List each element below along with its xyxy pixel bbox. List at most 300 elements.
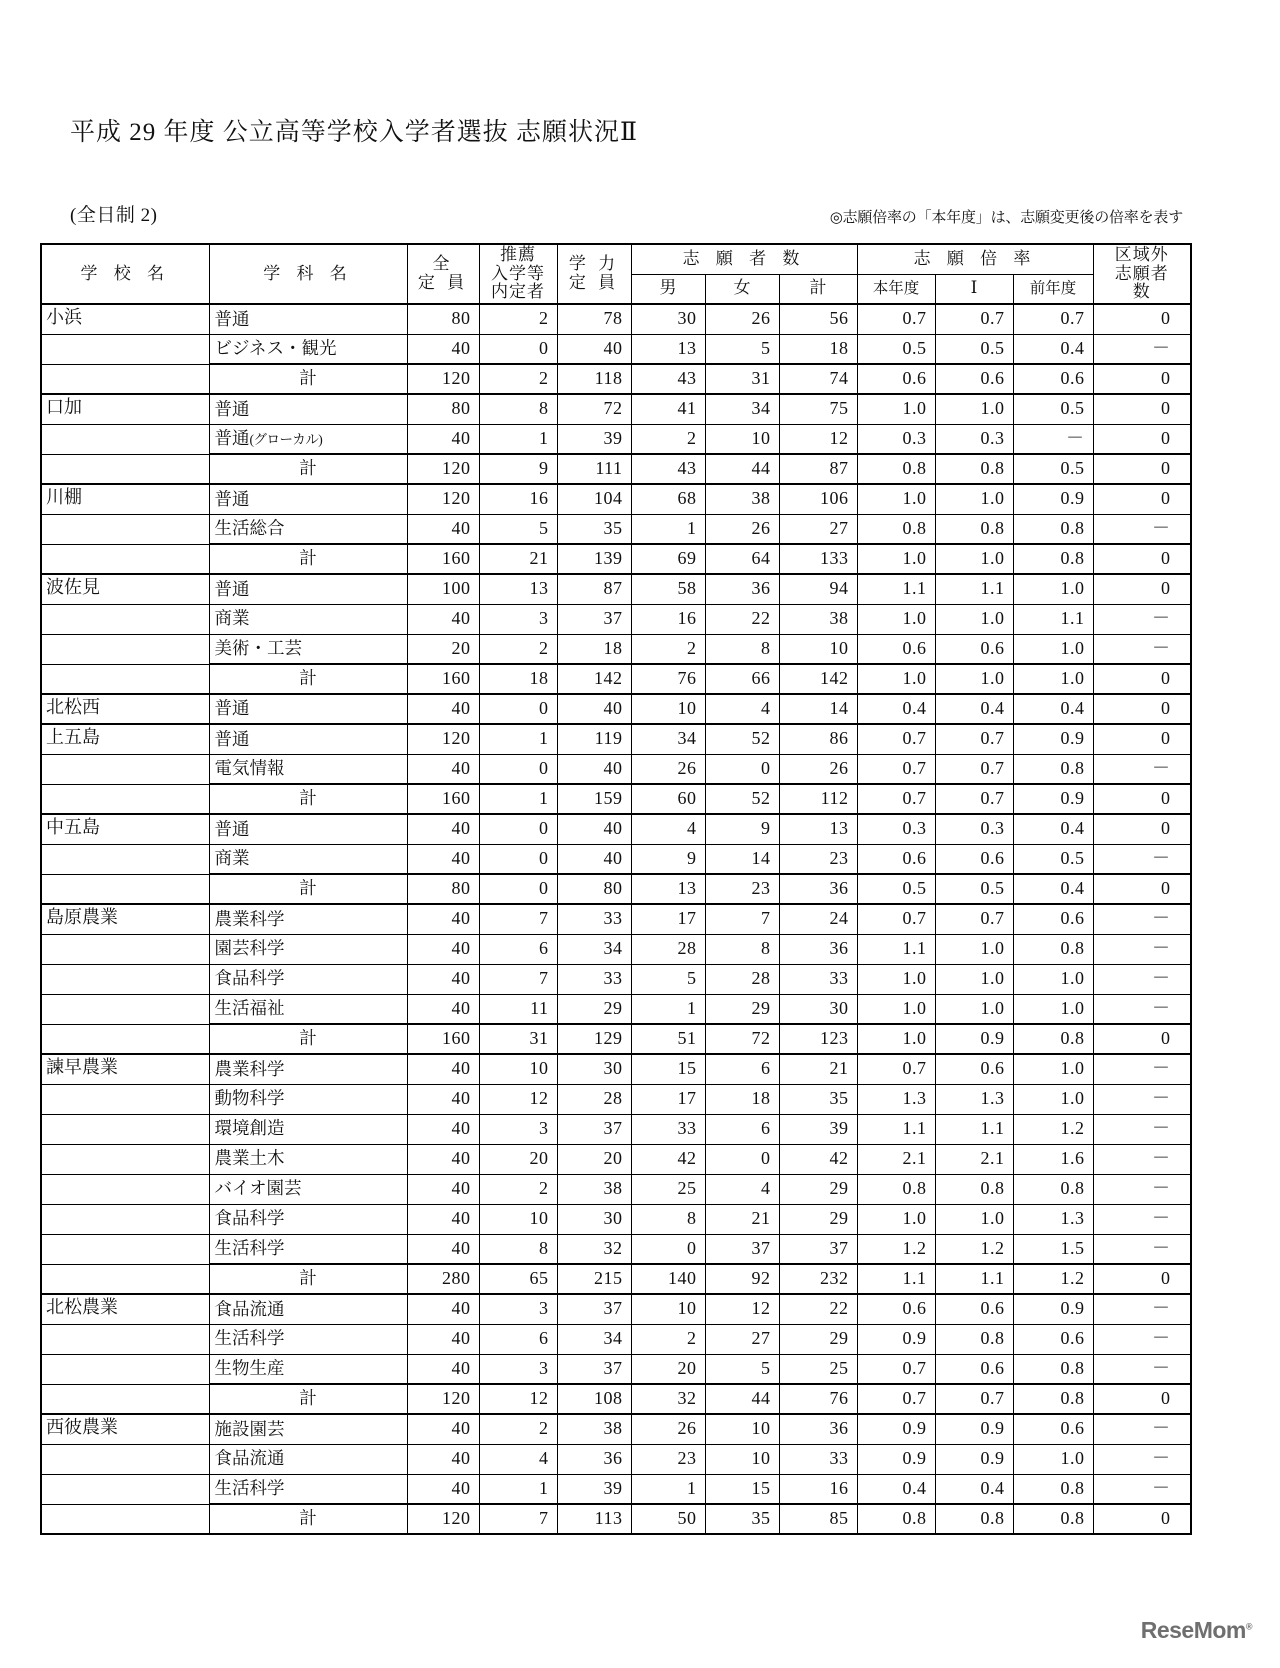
- cell-capacity: 40: [407, 334, 479, 364]
- cell-outside-area-applicants: 0: [1093, 1504, 1191, 1534]
- table-row: [41, 394, 1191, 424]
- cell-applicants-female: 6: [705, 1114, 779, 1144]
- cell-ratio-current-year: 1.1: [857, 574, 935, 604]
- cell-department-total: 計: [209, 784, 407, 814]
- cell-ratio-current-year: 0.4: [857, 1474, 935, 1504]
- cell-applicants-total: 87: [779, 454, 857, 484]
- table-row: [41, 964, 1191, 994]
- header-stage-one: Ⅰ: [935, 274, 1013, 304]
- cell-academic-capacity: 159: [557, 784, 631, 814]
- cell-academic-capacity: 39: [557, 424, 631, 454]
- cell-applicants-total: 76: [779, 1384, 857, 1414]
- cell-recommend-admitted: 9: [479, 454, 557, 484]
- cell-applicants-female: 64: [705, 544, 779, 574]
- cell-department-name: バイオ園芸: [209, 1174, 407, 1204]
- cell-school-name: [41, 544, 209, 574]
- cell-academic-capacity: 40: [557, 694, 631, 724]
- cell-school-name: 上五島: [41, 724, 209, 754]
- cell-ratio-previous-year: 1.0: [1013, 574, 1093, 604]
- cell-applicants-total: 29: [779, 1204, 857, 1234]
- cell-school-name: [41, 964, 209, 994]
- cell-applicants-total: 85: [779, 1504, 857, 1534]
- cell-ratio-previous-year: 0.8: [1013, 1174, 1093, 1204]
- cell-capacity: 40: [407, 1114, 479, 1144]
- cell-school-name: [41, 1174, 209, 1204]
- cell-ratio-current-year: 1.0: [857, 1024, 935, 1054]
- cell-recommend-admitted: 20: [479, 1144, 557, 1174]
- cell-academic-capacity: 37: [557, 604, 631, 634]
- table-row: [41, 544, 1191, 574]
- application-status-table: [40, 243, 1192, 1535]
- table-row: [41, 364, 1191, 394]
- cell-ratio-stage-one: 0.6: [935, 1294, 1013, 1324]
- cell-academic-capacity: 111: [557, 454, 631, 484]
- cell-ratio-current-year: 0.7: [857, 1384, 935, 1414]
- cell-ratio-stage-one: 1.0: [935, 394, 1013, 424]
- cell-capacity: 120: [407, 724, 479, 754]
- cell-applicants-male: 43: [631, 454, 705, 484]
- header-outside-line2: 志願者: [1114, 263, 1169, 283]
- table-row: [41, 304, 1191, 334]
- cell-applicants-male: 28: [631, 934, 705, 964]
- cell-outside-area-applicants: 0: [1093, 784, 1191, 814]
- table-row: [41, 1084, 1191, 1114]
- cell-ratio-stage-one: 0.7: [935, 724, 1013, 754]
- table-row: [41, 454, 1191, 484]
- cell-department-name: 普通: [209, 394, 407, 424]
- table-body: [41, 304, 1191, 1534]
- cell-applicants-female: 28: [705, 964, 779, 994]
- cell-applicants-female: 14: [705, 844, 779, 874]
- cell-ratio-current-year: 1.0: [857, 964, 935, 994]
- header-capacity-line2: 定 員: [417, 273, 469, 292]
- cell-school-name: [41, 1444, 209, 1474]
- cell-applicants-total: 24: [779, 904, 857, 934]
- cell-applicants-total: 37: [779, 1234, 857, 1264]
- cell-applicants-female: 27: [705, 1324, 779, 1354]
- cell-capacity: 40: [407, 1354, 479, 1384]
- cell-ratio-current-year: 0.7: [857, 784, 935, 814]
- cell-department-name: 農業土木: [209, 1144, 407, 1174]
- table-row: [41, 784, 1191, 814]
- table-row: [41, 994, 1191, 1024]
- cell-ratio-previous-year: 0.6: [1013, 1414, 1093, 1444]
- cell-ratio-stage-one: 0.9: [935, 1414, 1013, 1444]
- cell-ratio-stage-one: 0.6: [935, 1054, 1013, 1084]
- cell-ratio-stage-one: 1.1: [935, 1264, 1013, 1294]
- cell-applicants-female: 10: [705, 1414, 779, 1444]
- cell-applicants-male: 1: [631, 994, 705, 1024]
- cell-applicants-male: 76: [631, 664, 705, 694]
- cell-ratio-current-year: 0.7: [857, 904, 935, 934]
- cell-academic-capacity: 34: [557, 1324, 631, 1354]
- cell-academic-capacity: 38: [557, 1174, 631, 1204]
- cell-academic-capacity: 33: [557, 904, 631, 934]
- cell-applicants-total: 33: [779, 1444, 857, 1474]
- cell-ratio-previous-year: 0.9: [1013, 484, 1093, 514]
- cell-department-name: 生活総合: [209, 514, 407, 544]
- table-row: [41, 1264, 1191, 1294]
- header-female: 女: [705, 274, 779, 304]
- cell-applicants-total: 74: [779, 364, 857, 394]
- cell-outside-area-applicants: 0: [1093, 664, 1191, 694]
- cell-department-name: 商業: [209, 844, 407, 874]
- cell-department-name: 生活科学: [209, 1234, 407, 1264]
- cell-school-name: [41, 1084, 209, 1114]
- header-recommend: [479, 244, 557, 304]
- cell-ratio-previous-year: 0.5: [1013, 844, 1093, 874]
- cell-outside-area-applicants: －: [1093, 604, 1191, 634]
- table-row: [41, 1354, 1191, 1384]
- cell-recommend-admitted: 7: [479, 904, 557, 934]
- cell-ratio-previous-year: 0.8: [1013, 754, 1093, 784]
- cell-ratio-current-year: 0.6: [857, 844, 935, 874]
- cell-academic-capacity: 18: [557, 634, 631, 664]
- cell-applicants-female: 12: [705, 1294, 779, 1324]
- cell-school-name: [41, 364, 209, 394]
- cell-capacity: 40: [407, 1324, 479, 1354]
- cell-school-name: [41, 1384, 209, 1414]
- cell-applicants-male: 69: [631, 544, 705, 574]
- cell-capacity: 120: [407, 484, 479, 514]
- cell-applicants-total: 14: [779, 694, 857, 724]
- cell-capacity: 40: [407, 1054, 479, 1084]
- cell-ratio-stage-one: 0.7: [935, 904, 1013, 934]
- cell-capacity: 80: [407, 304, 479, 334]
- cell-ratio-current-year: 1.0: [857, 484, 935, 514]
- cell-academic-capacity: 37: [557, 1114, 631, 1144]
- cell-ratio-current-year: 1.0: [857, 604, 935, 634]
- table-row: [41, 1234, 1191, 1264]
- cell-applicants-female: 21: [705, 1204, 779, 1234]
- cell-ratio-current-year: 0.8: [857, 454, 935, 484]
- cell-school-name: [41, 334, 209, 364]
- cell-capacity: 120: [407, 364, 479, 394]
- cell-school-name: 北松農業: [41, 1294, 209, 1324]
- cell-applicants-female: 72: [705, 1024, 779, 1054]
- cell-applicants-male: 0: [631, 1234, 705, 1264]
- cell-ratio-previous-year: 0.6: [1013, 364, 1093, 394]
- cell-academic-capacity: 118: [557, 364, 631, 394]
- cell-department-name: 食品流通: [209, 1294, 407, 1324]
- cell-ratio-current-year: 0.4: [857, 694, 935, 724]
- cell-ratio-current-year: 0.5: [857, 874, 935, 904]
- cell-applicants-male: 34: [631, 724, 705, 754]
- table-row: [41, 1204, 1191, 1234]
- table-row: [41, 844, 1191, 874]
- cell-department-name: 農業科学: [209, 1054, 407, 1084]
- cell-ratio-previous-year: 0.7: [1013, 304, 1093, 334]
- cell-applicants-female: 5: [705, 1354, 779, 1384]
- cell-applicants-total: 133: [779, 544, 857, 574]
- cell-ratio-stage-one: 1.0: [935, 994, 1013, 1024]
- cell-department-name: 食品科学: [209, 1204, 407, 1234]
- table-row: [41, 1384, 1191, 1414]
- cell-academic-capacity: 37: [557, 1294, 631, 1324]
- cell-ratio-stage-one: 2.1: [935, 1144, 1013, 1174]
- cell-outside-area-applicants: －: [1093, 1144, 1191, 1174]
- cell-academic-capacity: 36: [557, 1444, 631, 1474]
- cell-applicants-total: 123: [779, 1024, 857, 1054]
- cell-applicants-male: 60: [631, 784, 705, 814]
- cell-applicants-male: 9: [631, 844, 705, 874]
- cell-applicants-male: 26: [631, 1414, 705, 1444]
- cell-ratio-current-year: 1.0: [857, 664, 935, 694]
- cell-applicants-total: 29: [779, 1324, 857, 1354]
- cell-applicants-total: 27: [779, 514, 857, 544]
- cell-applicants-male: 41: [631, 394, 705, 424]
- cell-recommend-admitted: 2: [479, 304, 557, 334]
- cell-department-name: 生活科学: [209, 1474, 407, 1504]
- cell-ratio-previous-year: 0.6: [1013, 1324, 1093, 1354]
- cell-department-total: 計: [209, 364, 407, 394]
- cell-academic-capacity: 40: [557, 334, 631, 364]
- cell-applicants-female: 35: [705, 1504, 779, 1534]
- cell-ratio-previous-year: 1.1: [1013, 604, 1093, 634]
- cell-ratio-previous-year: 0.8: [1013, 544, 1093, 574]
- cell-recommend-admitted: 3: [479, 1354, 557, 1384]
- dept-suffix: (グローカル): [249, 432, 323, 448]
- cell-recommend-admitted: 2: [479, 1174, 557, 1204]
- cell-ratio-previous-year: 1.0: [1013, 1084, 1093, 1114]
- cell-applicants-female: 23: [705, 874, 779, 904]
- watermark-text: ReseMom: [1140, 1617, 1246, 1643]
- cell-ratio-current-year: 0.8: [857, 514, 935, 544]
- cell-department-name: 食品科学: [209, 964, 407, 994]
- cell-recommend-admitted: 1: [479, 724, 557, 754]
- header-total: 計: [779, 274, 857, 304]
- cell-capacity: 40: [407, 814, 479, 844]
- cell-applicants-male: 16: [631, 604, 705, 634]
- cell-capacity: 40: [407, 1174, 479, 1204]
- cell-applicants-female: 26: [705, 304, 779, 334]
- cell-department-total: 計: [209, 664, 407, 694]
- cell-applicants-male: 26: [631, 754, 705, 784]
- cell-academic-capacity: 104: [557, 484, 631, 514]
- cell-ratio-stage-one: 0.8: [935, 1504, 1013, 1534]
- cell-school-name: [41, 1264, 209, 1294]
- cell-capacity: 160: [407, 664, 479, 694]
- cell-applicants-female: 37: [705, 1234, 779, 1264]
- cell-academic-capacity: 87: [557, 574, 631, 604]
- cell-ratio-previous-year: 0.6: [1013, 904, 1093, 934]
- cell-ratio-current-year: 1.0: [857, 394, 935, 424]
- cell-capacity: 40: [407, 1474, 479, 1504]
- cell-school-name: 川棚: [41, 484, 209, 514]
- cell-outside-area-applicants: 0: [1093, 694, 1191, 724]
- cell-capacity: 80: [407, 394, 479, 424]
- cell-department-name: 普通: [209, 304, 407, 334]
- cell-school-name: [41, 994, 209, 1024]
- cell-school-name: [41, 784, 209, 814]
- cell-applicants-male: 17: [631, 1084, 705, 1114]
- cell-academic-capacity: 37: [557, 1354, 631, 1384]
- header-previous-year: 前年度: [1013, 274, 1093, 304]
- cell-ratio-current-year: 1.1: [857, 1114, 935, 1144]
- cell-academic-capacity: 38: [557, 1414, 631, 1444]
- table-row: [41, 1444, 1191, 1474]
- cell-ratio-previous-year: 0.4: [1013, 874, 1093, 904]
- cell-school-name: [41, 514, 209, 544]
- cell-applicants-female: 52: [705, 724, 779, 754]
- cell-recommend-admitted: 3: [479, 1114, 557, 1144]
- cell-capacity: 120: [407, 1504, 479, 1534]
- table-row: [41, 634, 1191, 664]
- cell-applicants-total: 86: [779, 724, 857, 754]
- cell-ratio-stage-one: 0.7: [935, 784, 1013, 814]
- cell-academic-capacity: 78: [557, 304, 631, 334]
- cell-recommend-admitted: 65: [479, 1264, 557, 1294]
- cell-applicants-male: 30: [631, 304, 705, 334]
- cell-applicants-male: 1: [631, 514, 705, 544]
- cell-school-name: [41, 664, 209, 694]
- cell-ratio-current-year: 0.7: [857, 304, 935, 334]
- cell-department-name: 商業: [209, 604, 407, 634]
- cell-capacity: 40: [407, 934, 479, 964]
- cell-ratio-previous-year: 1.0: [1013, 664, 1093, 694]
- cell-capacity: 40: [407, 1234, 479, 1264]
- cell-outside-area-applicants: 0: [1093, 724, 1191, 754]
- cell-outside-area-applicants: 0: [1093, 544, 1191, 574]
- cell-department-total: 計: [209, 1024, 407, 1054]
- cell-ratio-current-year: 1.0: [857, 1204, 935, 1234]
- cell-applicants-female: 44: [705, 1384, 779, 1414]
- table-row: [41, 1504, 1191, 1534]
- cell-applicants-male: 5: [631, 964, 705, 994]
- cell-recommend-admitted: 0: [479, 814, 557, 844]
- cell-outside-area-applicants: －: [1093, 994, 1191, 1024]
- page-title: 平成 29 年度 公立高等学校入学者選抜 志願状況Ⅱ: [70, 119, 638, 146]
- cell-ratio-stage-one: 0.7: [935, 1384, 1013, 1414]
- cell-school-name: [41, 844, 209, 874]
- cell-ratio-current-year: 1.0: [857, 544, 935, 574]
- cell-applicants-total: 106: [779, 484, 857, 514]
- header-school: 学 校 名: [41, 244, 209, 304]
- cell-school-name: [41, 634, 209, 664]
- cell-ratio-current-year: 0.9: [857, 1324, 935, 1354]
- cell-recommend-admitted: 1: [479, 1474, 557, 1504]
- cell-recommend-admitted: 7: [479, 1504, 557, 1534]
- cell-ratio-previous-year: 1.2: [1013, 1114, 1093, 1144]
- cell-ratio-stage-one: 1.2: [935, 1234, 1013, 1264]
- cell-school-name: 波佐見: [41, 574, 209, 604]
- header-recommend-line1: 推薦: [500, 244, 536, 264]
- cell-applicants-male: 1: [631, 1474, 705, 1504]
- cell-ratio-previous-year: 1.0: [1013, 634, 1093, 664]
- header-current-year: 本年度: [857, 274, 935, 304]
- cell-applicants-female: 4: [705, 694, 779, 724]
- cell-school-name: [41, 874, 209, 904]
- table-row: [41, 1024, 1191, 1054]
- cell-academic-capacity: 40: [557, 754, 631, 784]
- cell-academic-capacity: 119: [557, 724, 631, 754]
- cell-applicants-total: 39: [779, 1114, 857, 1144]
- cell-applicants-total: 232: [779, 1264, 857, 1294]
- cell-applicants-total: 26: [779, 754, 857, 784]
- header-ratio-group: 志 願 倍 率: [857, 244, 1093, 274]
- cell-school-name: [41, 1114, 209, 1144]
- cell-department-name: 生活科学: [209, 1324, 407, 1354]
- cell-department-name: 普通: [209, 484, 407, 514]
- table-row: [41, 1144, 1191, 1174]
- cell-applicants-male: 10: [631, 1294, 705, 1324]
- cell-recommend-admitted: 12: [479, 1384, 557, 1414]
- cell-capacity: 120: [407, 1384, 479, 1414]
- cell-academic-capacity: 40: [557, 844, 631, 874]
- cell-school-name: [41, 1324, 209, 1354]
- cell-ratio-current-year: 1.1: [857, 934, 935, 964]
- cell-outside-area-applicants: 0: [1093, 484, 1191, 514]
- cell-school-name: 中五島: [41, 814, 209, 844]
- cell-capacity: 120: [407, 454, 479, 484]
- cell-ratio-current-year: 0.7: [857, 1354, 935, 1384]
- cell-school-name: [41, 1234, 209, 1264]
- table-row: [41, 754, 1191, 784]
- cell-ratio-previous-year: 0.9: [1013, 724, 1093, 754]
- cell-school-name: 小浜: [41, 304, 209, 334]
- cell-applicants-total: 29: [779, 1174, 857, 1204]
- cell-outside-area-applicants: 0: [1093, 814, 1191, 844]
- cell-applicants-total: 33: [779, 964, 857, 994]
- cell-applicants-male: 42: [631, 1144, 705, 1174]
- cell-outside-area-applicants: －: [1093, 1324, 1191, 1354]
- cell-ratio-current-year: 0.5: [857, 334, 935, 364]
- cell-school-name: [41, 1144, 209, 1174]
- cell-ratio-previous-year: 0.4: [1013, 814, 1093, 844]
- table-row: [41, 1054, 1191, 1084]
- cell-school-name: [41, 1024, 209, 1054]
- cell-ratio-stage-one: 0.9: [935, 1024, 1013, 1054]
- cell-ratio-stage-one: 0.8: [935, 1324, 1013, 1354]
- cell-ratio-stage-one: 1.0: [935, 664, 1013, 694]
- cell-academic-capacity: 142: [557, 664, 631, 694]
- subtitle-row: [70, 200, 1185, 227]
- table-row: [41, 574, 1191, 604]
- cell-ratio-previous-year: 1.0: [1013, 964, 1093, 994]
- cell-ratio-current-year: 0.6: [857, 364, 935, 394]
- cell-recommend-admitted: 6: [479, 934, 557, 964]
- cell-ratio-stage-one: 1.0: [935, 604, 1013, 634]
- header-academic-capacity: [557, 244, 631, 304]
- cell-outside-area-applicants: －: [1093, 334, 1191, 364]
- cell-ratio-stage-one: 0.4: [935, 694, 1013, 724]
- cell-academic-capacity: 29: [557, 994, 631, 1024]
- cell-applicants-male: 33: [631, 1114, 705, 1144]
- cell-ratio-stage-one: 0.9: [935, 1444, 1013, 1474]
- cell-recommend-admitted: 2: [479, 634, 557, 664]
- cell-academic-capacity: 40: [557, 814, 631, 844]
- cell-department-name: 園芸科学: [209, 934, 407, 964]
- cell-school-name: [41, 424, 209, 454]
- cell-ratio-stage-one: 1.0: [935, 544, 1013, 574]
- cell-applicants-female: 0: [705, 754, 779, 784]
- cell-capacity: 40: [407, 1144, 479, 1174]
- cell-applicants-female: 34: [705, 394, 779, 424]
- cell-ratio-current-year: 0.9: [857, 1414, 935, 1444]
- cell-department-total: 計: [209, 454, 407, 484]
- cell-applicants-male: 2: [631, 634, 705, 664]
- cell-ratio-previous-year: 0.8: [1013, 934, 1093, 964]
- table-row: [41, 904, 1191, 934]
- cell-capacity: 40: [407, 1204, 479, 1234]
- cell-ratio-current-year: 1.0: [857, 994, 935, 1024]
- cell-capacity: 160: [407, 784, 479, 814]
- cell-applicants-male: 51: [631, 1024, 705, 1054]
- cell-ratio-stage-one: 0.7: [935, 304, 1013, 334]
- cell-outside-area-applicants: －: [1093, 1054, 1191, 1084]
- cell-ratio-stage-one: 0.5: [935, 334, 1013, 364]
- header-capacity: [407, 244, 479, 304]
